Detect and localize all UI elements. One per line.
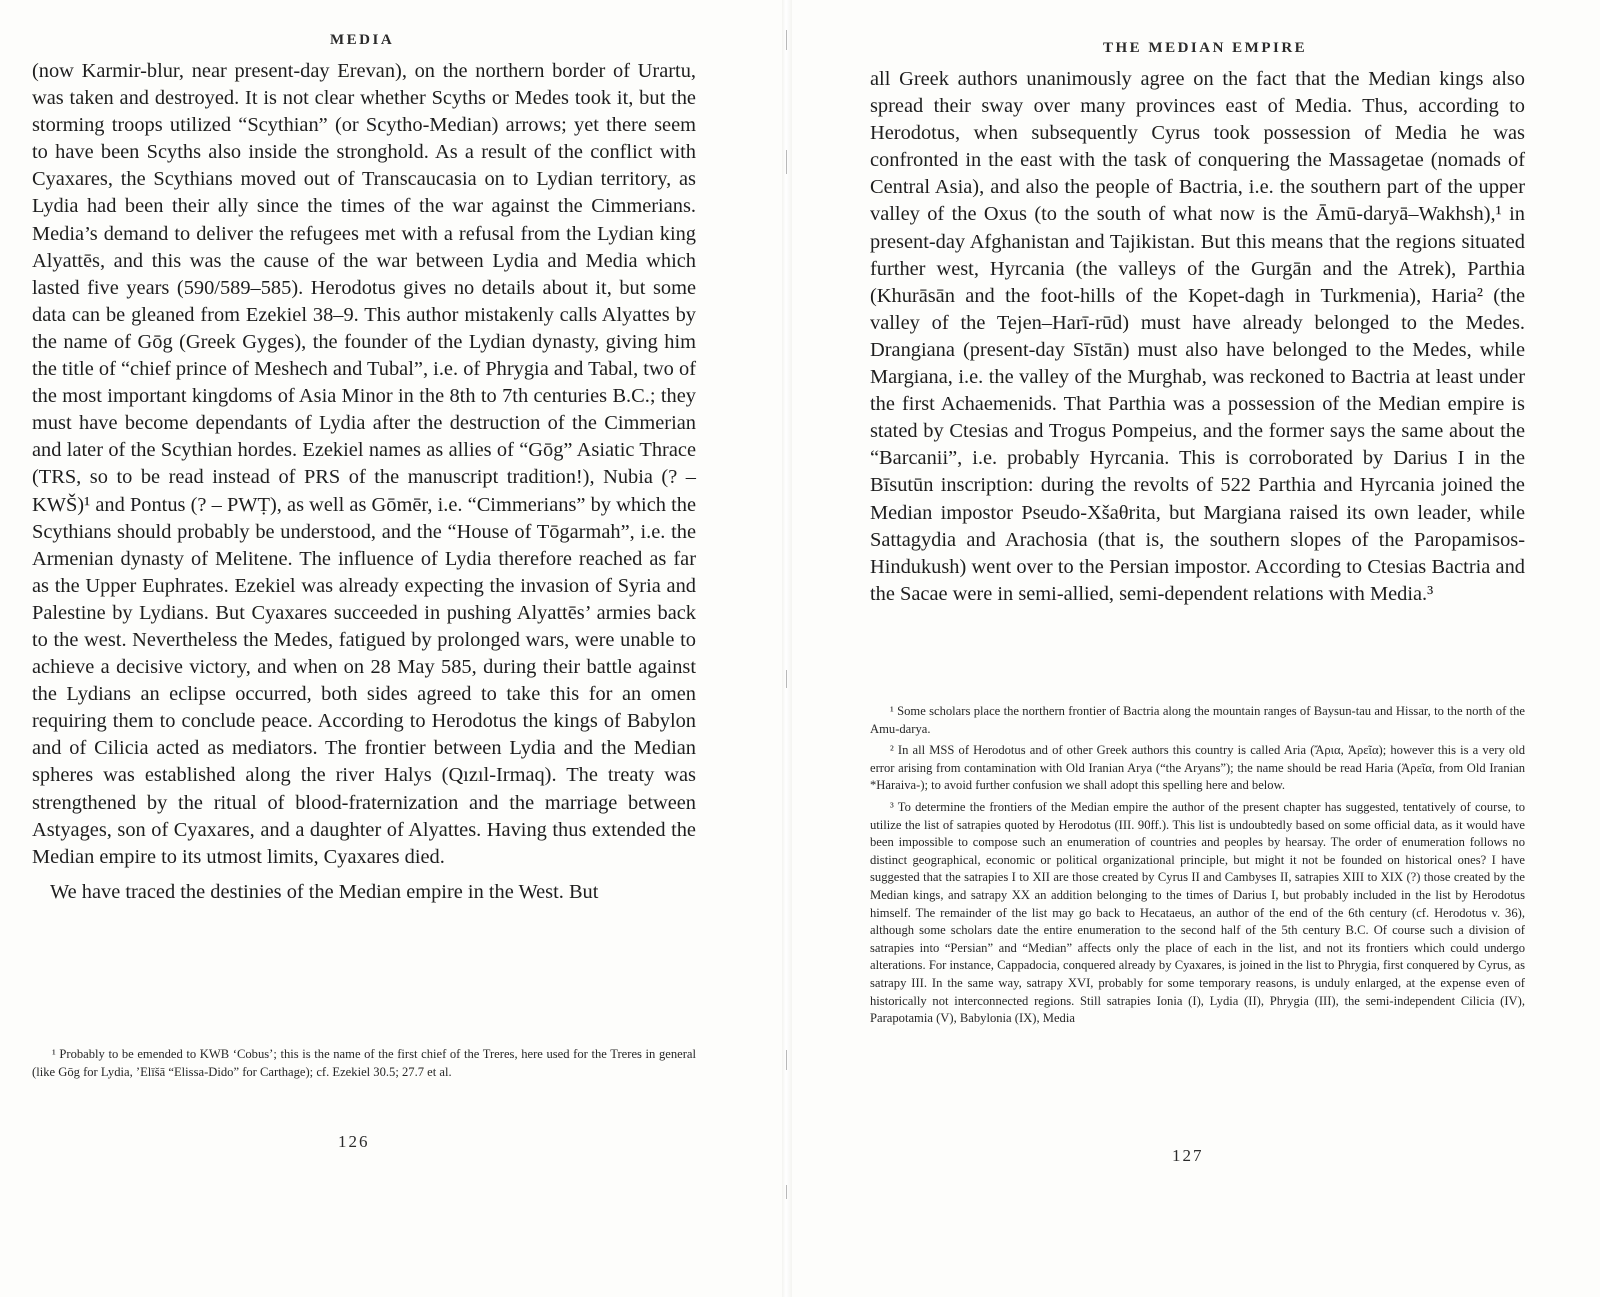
footnote: ² In all MSS of Herodotus and of other Greek authors this country is called Aria (Ἄρια, Ἀρεῖα); however this is a very old error arising from contamination with Old Iranian Arya (“the Aryans”); the name should be read Haria (Ἁρεῖα, from Old Iranian *Haraiva-); to avoid further confusion we shall adopt this spelling here and below. <box>870 743 1525 793</box>
page-number-left: 126 <box>338 1132 370 1151</box>
gutter-mark <box>786 150 787 174</box>
footnote: ¹ Some scholars place the northern frontier of Bactria along the mountain ranges of Baysun-tau and Hissar, to the north of the Amu-darya. <box>870 704 1525 736</box>
gutter-mark <box>786 1185 787 1199</box>
running-head-right: THE MEDIAN EMPIRE <box>1103 40 1308 56</box>
footnotes-left <box>32 1046 696 1085</box>
gutter-mark <box>786 670 787 688</box>
paragraph: (now Karmir-blur, near present-day Erevan), on the northern border of Urartu, was taken and destroyed. It is not clear whether Scyths or Medes took it, but the storming troops utilized “Scythian” (or Scytho-Median) arrows; yet there seem to have been Scyths also inside the stronghold. As a result of the conflict with Cyaxares, the Scythians moved out of Transcaucasia on to Lydian territory, as Lydia had been their ally since the times of the war against the Cimmerians. Media’s demand to deliver the refugees met with a refusal from the Lydian king Alyattēs, and this was the cause of the war between Lydia and Media which lasted five years (590/589–585). Herodotus gives no details about it, but some data can be gleaned from Ezekiel 38–9. This author mistakenly calls Alyattes by the name of Gōg (Greek Gyges), the founder of the Lydian dynasty, giving him the title of “chief prince of Meshech and Tubal”, i.e. of Phrygia and Tabal, two of the most important kingdoms of Asia Minor in the 8th to 7th centuries B.C.; they must have become dependants of Lydia after the destruction of the Cimmerian and later of the Scythian hordes. Ezekiel names as allies of “Gōg” Asiatic Thrace (TRS, so to be read instead of PRS of the manuscript tradition!), Nubia (? – KWŠ)¹ and Pontus (? – PWṬ), as well as Gōmēr, i.e. “Cimmerians” by which the Scythians should probably be understood, and the “House of Tōgarmah”, i.e. the Armenian dynasty of Melitene. The influence of Lydia therefore reached as far as the Upper Euphrates. Ezekiel was already expecting the invasion of Syria and Palestine by Lydians. But Cyaxares succeeded in pushing Alyattēs’ armies back to the west. Nevertheless the Medes, fatigued by prolonged wars, were unable to achieve a decisive victory, and when on 28 May 585, during their battle against the Lydians an eclipse occurred, both sides agreed to take this for an omen requiring them to conclude peace. According to Herodotus the kings of Babylon and of Cilicia acted as mediators. The frontier between Lydia and the Median spheres was established along the river Halys (Qızıl-Irmaq). The treaty was strengthened by the ritual of blood-fraternization and the marriage between Astyages, son of Cyaxares, and a daughter of Alyattes. Having thus extended the Median empire to its utmost limits, Cyaxares died. <box>32 60 696 868</box>
running-head-left: MEDIA <box>330 32 395 48</box>
gutter-mark <box>786 1050 787 1070</box>
page-number-right: 127 <box>1172 1146 1204 1165</box>
paragraph: all Greek authors unanimously agree on the fact that the Median kings also spread their sway over many provinces east of Media. Thus, according to Herodotus, when subsequently Cyrus took possession of Media he was confronted in the east with the task of conquering the Massagetae (nomads of Central Asia), and also the people of Bactria, i.e. the southern part of the upper valley of the Oxus (to the south of what now is the Āmū-daryā–Wakhsh),¹ in present-day Afghanistan and Tajikistan. But this means that the regions situated further west, Hyrcania (the valleys of the Gurgān and the Atrek), Parthia (Khurāsān and the foot-hills of the Kopet-dagh in Turkmenia), Haria² (the valley of the Tejen–Harī-rūd) must have already belonged to the Medes. Drangiana (present-day Sīstān) must also have belonged to the Medes, while Margiana, i.e. the valley of the Murghab, was reckoned to Bactria at least under the first Achaemenids. That Parthia was a possession of the Median empire is stated by Ctesias and Trogus Pompeius, and the former says the same about the “Barcanii”, i.e. probably Hyrcania. This is corroborated by Darius I in the Bīsutūn inscription: during the revolts of 522 Parthia and Hyrcania joined the Median impostor Pseudo-Xšaθrita, but Margiana raised its own leader, while Sattagydia and Arachosia (that is, the southern slopes of the Paropamisos-Hindukush) went over to the Persian impostor. According to Ctesias Bactria and the Sacae were in semi-allied, semi-dependent relations with Media.³ <box>870 68 1525 605</box>
right-page <box>790 0 1600 1297</box>
footnote: ³ To determine the frontiers of the Median empire the author of the present chapter has suggested, tentatively of course, to utilize the list of satrapies quoted by Herodotus (III. 90ff.). This list is undoubtedly based on some official data, as it would have been impossible to compose such an enumeration of countries and peoples by hearsay. The order of enumeration follows no distinct geographical, economic or political organizational principle, but might it not be founded on historical ones? I have suggested that the satrapies I to XII are those created by Cyrus II and Cambyses II, satrapies XIII to XIX (?) those created by the Median kings, and satrapy XX an addition belonging to the times of Darius I, but probably included in the list by Herodotus himself. The remainder of the list may go back to Hecataeus, an author of the end of the 6th century (cf. Herodotus v. 36), although some scholars date the entire enumeration to the second half of the 5th century B.C. Of course such a division of satrapies into “Persian” and “Median” affects only the place of each in the list, and not its frontiers which could undergo alterations. For instance, Cappadocia, conquered already by Cyaxares, is joined in the list to Phrygia, first conquered by Cyrus, as satrapy III. In the same way, satrapy XVI, probably for some temporary reasons, is unduly enlarged, at the expense even of historically not interconnected regions. Still satrapies Ionia (I), Lydia (II), Phrygia (III), the semi-independent Cilicia (IV), Parapotamia (V), Babylonia (IX), Media <box>870 799 1525 1026</box>
footnote: ¹ Probably to be emended to KWB ‘Cobus’; this is the name of the first chief of the Treres, here used for the Treres in general (like Gōg for Lydia, ’Elīšā “Elissa-Dido” for Carthage); cf. Ezekiel 30.5; 27.7 et al. <box>32 1047 696 1079</box>
paragraph: We have traced the destinies of the Median empire in the West. But <box>50 880 599 903</box>
body-text-right <box>870 66 1525 608</box>
body-text-left <box>32 58 696 906</box>
footnotes-right <box>870 703 1525 1032</box>
gutter-mark <box>786 30 787 50</box>
left-page <box>0 0 780 1297</box>
